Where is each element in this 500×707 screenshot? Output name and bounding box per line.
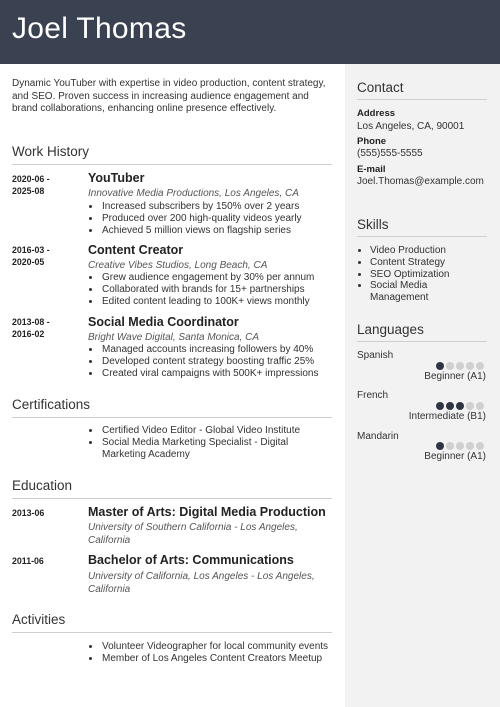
contact-heading: Contact [357,80,404,95]
activities-heading: Activities [12,612,66,627]
language-rating [436,442,484,450]
rating-dot-filled [446,402,454,410]
list-item: • Created viral campaigns with 500K+ impressions [101,368,336,380]
list-item: • Grew audience engagement by 30% per annum [101,272,336,284]
education-school: University of Southern California - Los Angeles, California [88,522,298,546]
job-bullets [88,201,336,236]
rating-dot-empty [466,442,474,450]
job-date-end: 2016-02 [12,329,45,339]
job-date [12,244,76,268]
section-divider [12,498,332,499]
list-item: • Collaborated with brands for 15+ partnerships [101,284,336,296]
rating-dot-empty [476,362,484,370]
job-title: Social Media Coordinator [88,315,239,329]
section-divider [357,341,487,342]
rating-dot-empty [446,442,454,450]
candidate-name: Joel Thomas [12,12,187,45]
job-date [12,173,76,197]
education-degree: Master of Arts: Digital Media Production [88,505,326,519]
language-level: Intermediate (B1) [408,411,486,422]
certifications-heading: Certifications [12,397,91,412]
language-level: Beginner (A1) [424,451,486,462]
language-name: French [357,390,389,401]
certifications-list [88,425,326,460]
list-item: • Volunteer Videographer for local community events [101,641,341,653]
list-item: • SEO Optimization [370,269,488,281]
rating-dot-filled [436,362,444,370]
address-value: Los Angeles, CA, 90001 [357,121,465,132]
education-heading: Education [12,478,73,493]
list-item: • Video Production [370,245,488,257]
job-title: Content Creator [88,243,184,257]
list-item: • Social Media Marketing Specialist - Digital Marketing Academy [101,437,326,461]
job-company: Bright Wave Digital, Santa Monica, CA [88,332,260,343]
email-value: Joel.Thomas@example.com [357,176,484,187]
education-degree: Bachelor of Arts: Communications [88,553,294,567]
list-item: • Developed content strategy boosting traffic 25% [101,356,336,368]
phone-label: Phone [357,136,387,147]
rating-dot-filled [436,442,444,450]
education-school: University of California, Los Angeles - Los Angeles, California [88,571,315,595]
job-bullets [88,272,336,307]
list-item: • Achieved 5 million views on flagship series [101,225,336,237]
list-item: • Social Media Management [370,280,488,304]
rating-dot-empty [456,442,464,450]
section-divider [12,417,332,418]
job-bullets [88,344,336,379]
work-history-heading: Work History [12,144,90,159]
section-divider [12,632,332,633]
section-divider [357,236,487,237]
skills-list [357,245,488,304]
rating-dot-filled [456,402,464,410]
job-date-start: 2013-08 - [12,317,50,327]
education-date: 2013-06 [12,508,45,518]
section-divider [357,99,487,100]
job-date-start: 2020-06 - [12,174,50,184]
rating-dot-empty [446,362,454,370]
list-item: • Content Strategy [370,257,488,269]
rating-dot-empty [476,442,484,450]
list-item: • Member of Los Angeles Content Creators Meetup [101,653,341,665]
list-item: • Edited content leading to 100K+ views monthly [101,296,336,308]
list-item: • Managed accounts increasing followers by 40% [101,344,336,356]
language-rating [436,362,484,370]
job-company: Innovative Media Productions, Los Angeles, CA [88,188,299,199]
job-date-end: 2020-05 [12,257,45,267]
email-label: E-mail [357,164,386,175]
list-item: • Increased subscribers by 150% over 2 years [101,201,336,213]
phone-value: (555)555-5555 [357,148,423,159]
rating-dot-empty [466,362,474,370]
section-divider [12,164,332,165]
languages-heading: Languages [357,322,424,337]
activities-list [88,641,341,665]
rating-dot-empty [476,402,484,410]
address-label: Address [357,108,396,119]
list-item: • Produced over 200 high-quality videos yearly [101,213,336,225]
job-title: YouTuber [88,171,145,185]
language-name: Spanish [357,350,394,361]
list-item: • Certified Video Editor - Global Video Institute [101,425,326,437]
language-name: Mandarin [357,431,399,442]
skills-heading: Skills [357,217,389,232]
job-company: Creative Vibes Studios, Long Beach, CA [88,260,268,271]
summary-text: Dynamic YouTuber with expertise in video production, content strategy, and SEO. Proven success in increasing audience engagement and brand collaborations, enhancing online presence effectively. [12,78,326,115]
job-date-end: 2025-08 [12,186,45,196]
job-date-start: 2016-03 - [12,245,50,255]
rating-dot-empty [456,362,464,370]
job-date [12,316,76,340]
rating-dot-filled [436,402,444,410]
language-level: Beginner (A1) [424,371,486,382]
education-date: 2011-06 [12,556,44,566]
language-rating [436,402,484,410]
rating-dot-empty [466,402,474,410]
header-bar [0,0,500,64]
